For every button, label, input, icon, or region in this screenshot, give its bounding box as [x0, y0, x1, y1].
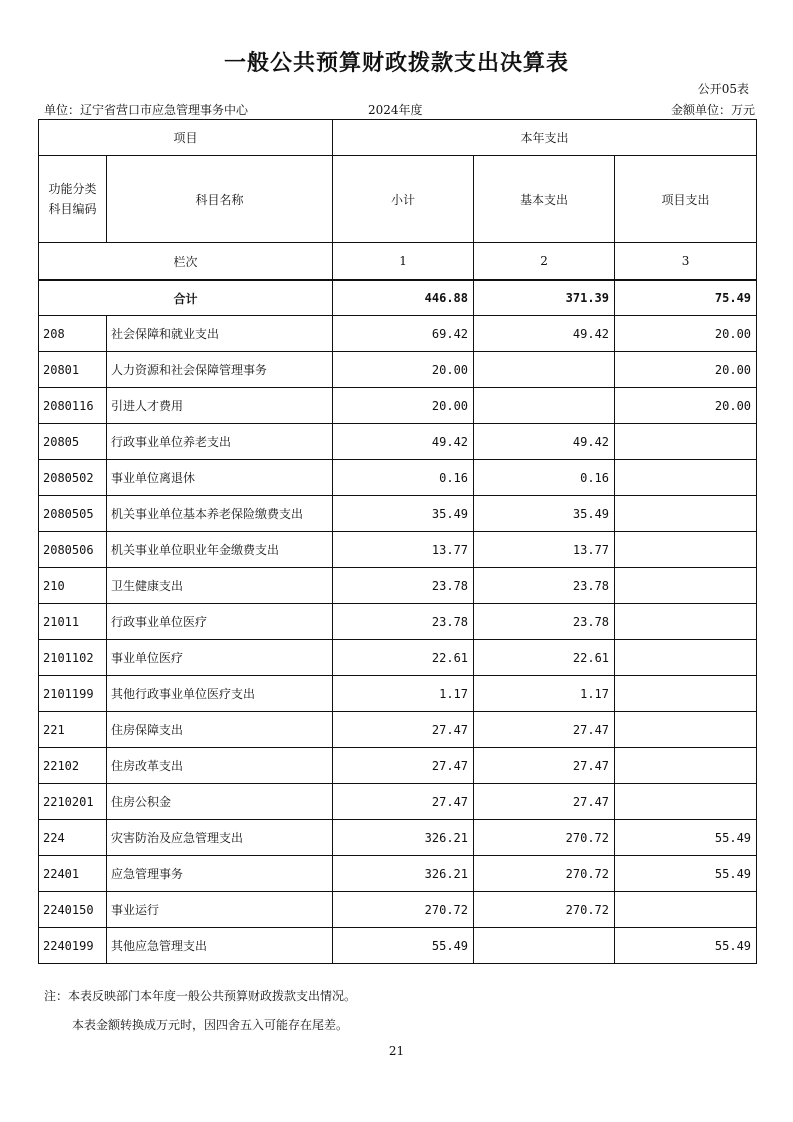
header-row-2 — [39, 156, 757, 243]
table-row — [39, 352, 757, 388]
row-project — [615, 424, 757, 460]
row-code: 224 — [39, 820, 107, 856]
table-row — [39, 604, 757, 640]
header-func-code — [39, 156, 107, 243]
row-project — [615, 460, 757, 496]
row-subtotal: 0.16 — [333, 460, 474, 496]
page-title: 一般公共预算财政拨款支出决算表 — [223, 51, 569, 76]
table-row — [39, 460, 757, 496]
row-code: 2080116 — [39, 388, 107, 424]
row-project — [615, 496, 757, 532]
table-row — [39, 856, 757, 892]
table-row — [39, 748, 757, 784]
table-row — [39, 640, 757, 676]
row-subtotal: 326.21 — [333, 856, 474, 892]
row-code: 2080502 — [39, 460, 107, 496]
total-basic: 371.39 — [474, 280, 615, 316]
row-basic — [474, 388, 615, 424]
header-basic: 基本支出 — [474, 156, 615, 243]
row-project — [615, 676, 757, 712]
row-project: 20.00 — [615, 352, 757, 388]
header-project: 项目支出 — [615, 156, 757, 243]
row-project: 20.00 — [615, 316, 757, 352]
row-code: 21011 — [39, 604, 107, 640]
total-subtotal: 446.88 — [333, 280, 474, 316]
row-subject-name: 行政事业单位医疗 — [107, 604, 333, 640]
row-basic: 13.77 — [474, 532, 615, 568]
table-row — [39, 496, 757, 532]
row-subtotal: 20.00 — [333, 388, 474, 424]
row-subtotal: 23.78 — [333, 604, 474, 640]
row-basic: 270.72 — [474, 856, 615, 892]
header-row-1 — [39, 120, 757, 156]
row-project — [615, 604, 757, 640]
form-number: 公开05表 — [697, 82, 749, 96]
row-project: 55.49 — [615, 928, 757, 964]
row-subject-name: 其他应急管理支出 — [107, 928, 333, 964]
col-index-1: 1 — [333, 243, 474, 281]
page-number: 21 — [388, 1044, 405, 1058]
unit-name: 单位：辽宁省营口市应急管理事务中心 — [44, 103, 249, 117]
table-row — [39, 568, 757, 604]
row-subject-name: 卫生健康支出 — [107, 568, 333, 604]
row-project — [615, 892, 757, 928]
row-subject-name: 住房保障支出 — [107, 712, 333, 748]
table-row — [39, 316, 757, 352]
row-subtotal: 27.47 — [333, 712, 474, 748]
row-basic — [474, 928, 615, 964]
row-code: 20801 — [39, 352, 107, 388]
row-basic: 270.72 — [474, 820, 615, 856]
fiscal-year: 2024年度 — [368, 103, 423, 117]
row-basic: 270.72 — [474, 892, 615, 928]
row-subject-name: 灾害防治及应急管理支出 — [107, 820, 333, 856]
row-subtotal: 27.47 — [333, 784, 474, 820]
row-basic: 22.61 — [474, 640, 615, 676]
row-basic: 49.42 — [474, 316, 615, 352]
row-subtotal: 23.78 — [333, 568, 474, 604]
row-project — [615, 784, 757, 820]
row-basic: 0.16 — [474, 460, 615, 496]
row-code: 2101199 — [39, 676, 107, 712]
row-code: 2210201 — [39, 784, 107, 820]
total-project: 75.49 — [615, 280, 757, 316]
table-row — [39, 820, 757, 856]
total-label: 合计 — [39, 280, 333, 316]
row-subtotal: 270.72 — [333, 892, 474, 928]
row-code: 210 — [39, 568, 107, 604]
row-code: 208 — [39, 316, 107, 352]
row-subtotal: 69.42 — [333, 316, 474, 352]
money-unit: 金额单位：万元 — [670, 103, 755, 117]
table-row — [39, 928, 757, 964]
row-code: 2080505 — [39, 496, 107, 532]
row-subtotal: 49.42 — [333, 424, 474, 460]
row-project: 55.49 — [615, 856, 757, 892]
row-basic: 27.47 — [474, 784, 615, 820]
table-row — [39, 784, 757, 820]
row-subtotal: 1.17 — [333, 676, 474, 712]
row-code: 22401 — [39, 856, 107, 892]
table-row — [39, 892, 757, 928]
row-subject-name: 机关事业单位职业年金缴费支出 — [107, 532, 333, 568]
row-subject-name: 住房改革支出 — [107, 748, 333, 784]
header-current-year-expense: 本年支出 — [333, 120, 757, 156]
col-index-2: 2 — [474, 243, 615, 281]
note-1: 注：本表反映部门本年度一般公共预算财政拨款支出情况。 — [44, 989, 357, 1003]
row-subject-name: 人力资源和社会保障管理事务 — [107, 352, 333, 388]
column-index-row — [39, 243, 757, 281]
row-basic: 35.49 — [474, 496, 615, 532]
row-subtotal: 22.61 — [333, 640, 474, 676]
row-subject-name: 应急管理事务 — [107, 856, 333, 892]
row-basic — [474, 352, 615, 388]
row-project — [615, 712, 757, 748]
expense-table — [38, 119, 757, 964]
row-code: 20805 — [39, 424, 107, 460]
table-row — [39, 676, 757, 712]
row-code: 2240150 — [39, 892, 107, 928]
row-code: 221 — [39, 712, 107, 748]
row-basic: 23.78 — [474, 604, 615, 640]
row-subject-name: 事业单位离退休 — [107, 460, 333, 496]
row-subject-name: 机关事业单位基本养老保险缴费支出 — [107, 496, 333, 532]
row-subject-name: 其他行政事业单位医疗支出 — [107, 676, 333, 712]
row-code: 2240199 — [39, 928, 107, 964]
row-basic: 27.47 — [474, 712, 615, 748]
row-subtotal: 55.49 — [333, 928, 474, 964]
row-basic: 27.47 — [474, 748, 615, 784]
row-subtotal: 20.00 — [333, 352, 474, 388]
row-project — [615, 748, 757, 784]
table-row — [39, 424, 757, 460]
row-subject-name: 事业运行 — [107, 892, 333, 928]
row-project — [615, 532, 757, 568]
row-basic: 23.78 — [474, 568, 615, 604]
row-subject-name: 事业单位医疗 — [107, 640, 333, 676]
row-project: 55.49 — [615, 820, 757, 856]
row-basic: 1.17 — [474, 676, 615, 712]
row-basic: 49.42 — [474, 424, 615, 460]
row-code: 2101102 — [39, 640, 107, 676]
row-subtotal: 27.47 — [333, 748, 474, 784]
row-project — [615, 640, 757, 676]
header-subject-name: 科目名称 — [107, 156, 333, 243]
header-subtotal: 小计 — [333, 156, 474, 243]
meta-line — [38, 101, 755, 117]
row-subject-name: 引进人才费用 — [107, 388, 333, 424]
row-subject-name: 行政事业单位养老支出 — [107, 424, 333, 460]
col-index-3: 3 — [615, 243, 757, 281]
header-item: 项目 — [39, 120, 333, 156]
row-label: 栏次 — [39, 243, 333, 281]
row-subtotal: 326.21 — [333, 820, 474, 856]
table-row — [39, 712, 757, 748]
row-code: 2080506 — [39, 532, 107, 568]
row-subject-name: 住房公积金 — [107, 784, 333, 820]
row-subject-name: 社会保障和就业支出 — [107, 316, 333, 352]
row-subtotal: 13.77 — [333, 532, 474, 568]
header-func-code-text: 功能分类科目编码 — [48, 182, 97, 216]
row-subtotal: 35.49 — [333, 496, 474, 532]
table-row — [39, 532, 757, 568]
note-2: 本表金额转换成万元时，因四舍五入可能存在尾差。 — [72, 1018, 349, 1032]
table-row — [39, 388, 757, 424]
row-code: 22102 — [39, 748, 107, 784]
row-project: 20.00 — [615, 388, 757, 424]
row-project — [615, 568, 757, 604]
total-row — [39, 280, 757, 316]
